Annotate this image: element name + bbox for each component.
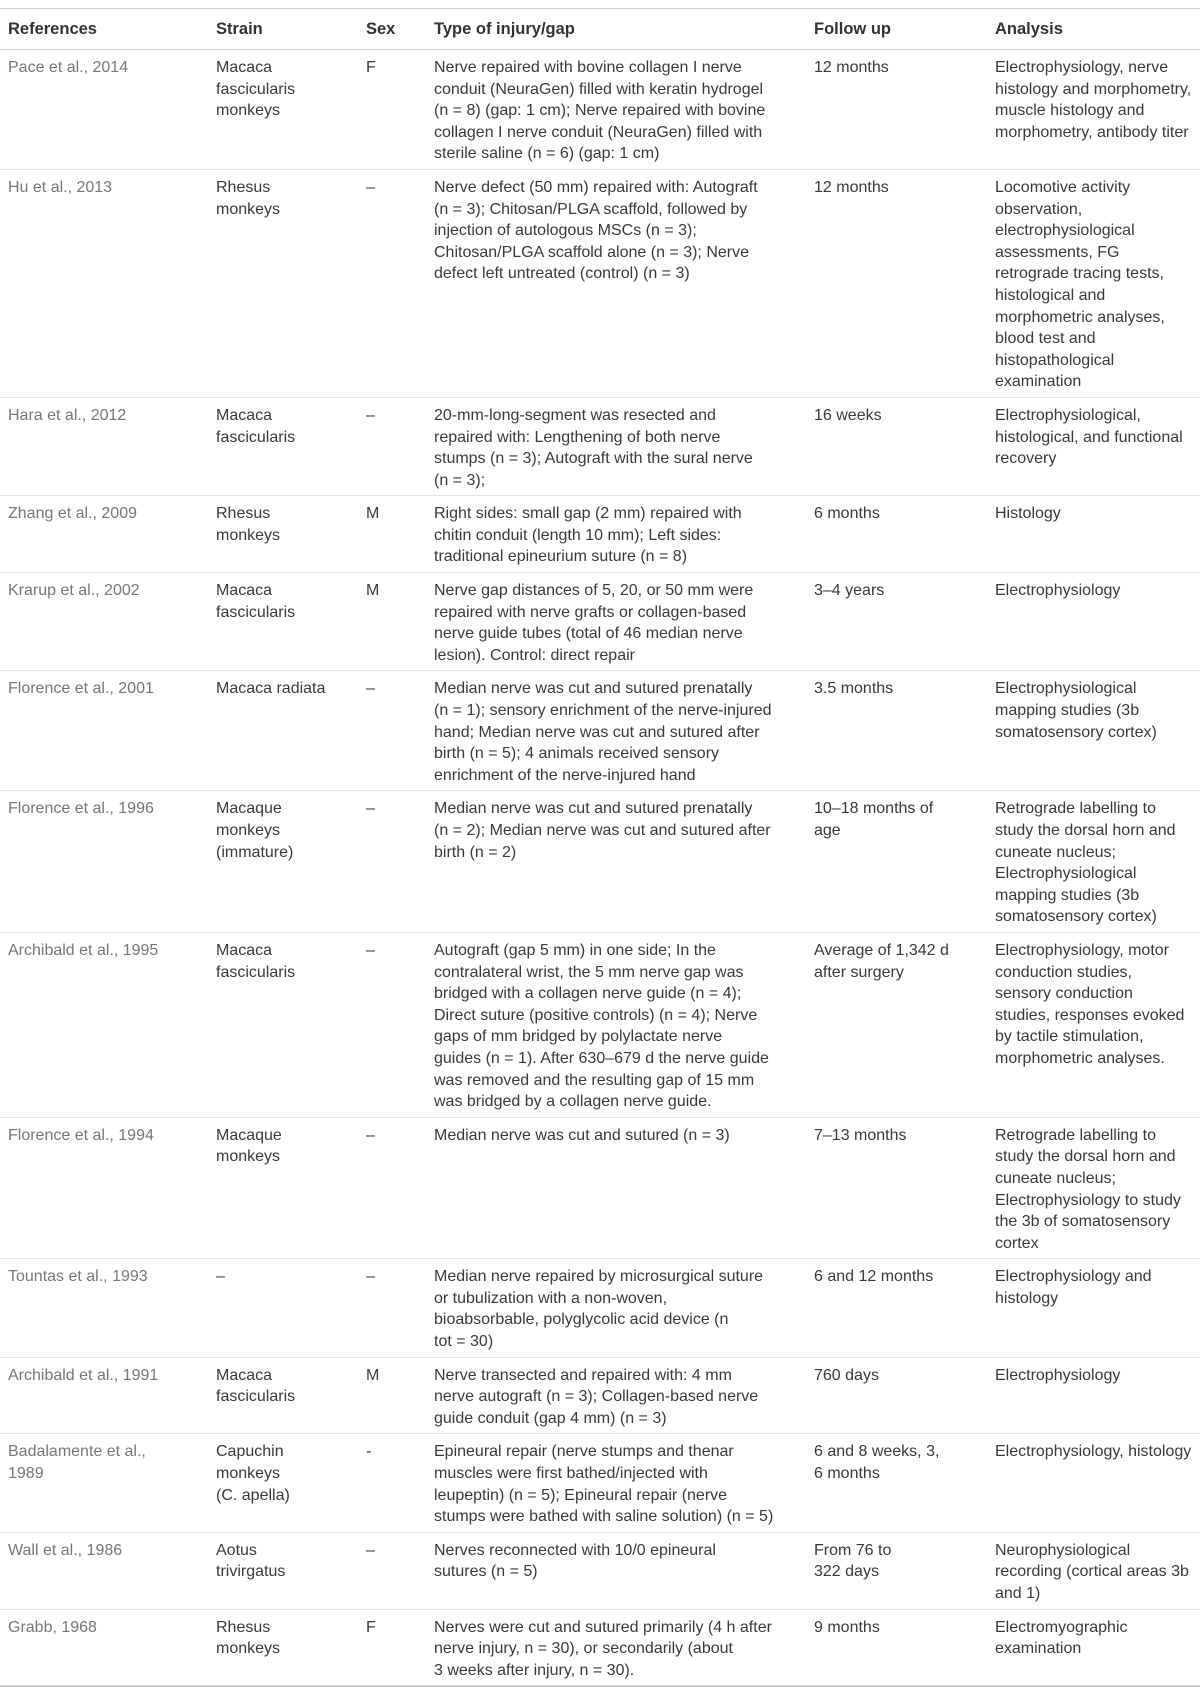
analysis-cell-text: Electrophysiological, histological, and functional recovery [995,406,1183,468]
table-row [0,791,1200,933]
reference-cell-text: Archibald et al., 1991 [8,1366,159,1384]
follow-up-cell-text: 10–18 months of age [814,800,934,839]
analysis-cell [987,791,1200,933]
analysis-cell-text: Neurophysiological recording (cortical areas 3b and 1) [995,1541,1189,1602]
follow-up-cell [806,169,987,397]
injury-type-cell [426,50,806,170]
follow-up-cell-text: 6 and 12 months [814,1268,934,1286]
table-row [0,1434,1200,1532]
analysis-cell [987,1357,1200,1434]
reference-cell [0,932,208,1117]
sex-cell [358,1532,426,1609]
follow-up-cell [806,1259,987,1357]
table-row [0,397,1200,495]
reference-cell [0,397,208,495]
strain-cell [208,932,358,1117]
injury-type-cell [426,1117,806,1259]
reference-cell [0,1532,208,1609]
reference-cell-text: Badalamente et al., 1989 [8,1443,146,1483]
follow-up-cell [806,1609,987,1686]
reference-cell-text: Florence et al., 2001 [8,680,154,698]
header-analysis: Analysis [987,9,1200,50]
injury-type-cell [426,169,806,397]
sex-cell [358,1259,426,1357]
reference-cell-text: Grabb, 1968 [8,1618,97,1636]
injury-type-cell-text: Nerve gap distances of 5, 20, or 50 mm were repaired with nerve grafts or collagen-based nerve guide tubes (total of 46 median nerve lesion). Control: direct repair [434,582,754,664]
strain-cell [208,1117,358,1259]
strain-cell-text: Aotus trivirgatus [216,1541,286,1581]
reference-cell [0,573,208,671]
follow-up-cell-text: 3–4 years [814,582,885,600]
table-row [0,1117,1200,1259]
follow-up-cell-text: 6 and 8 weeks, 3, 6 months [814,1443,940,1483]
strain-cell-text: Rhesus monkeys [216,1618,281,1658]
injury-type-cell [426,1609,806,1686]
reference-cell-text: Zhang et al., 2009 [8,505,137,523]
follow-up-cell [806,1117,987,1259]
reference-cell-text: Pace et al., 2014 [8,59,129,76]
sex-cell-text: – [366,406,375,424]
reference-cell-text: Wall et al., 1986 [8,1541,123,1559]
sex-cell [358,573,426,671]
sex-cell-text: – [366,800,375,818]
follow-up-cell-text: 760 days [814,1366,879,1384]
injury-type-cell [426,573,806,671]
reference-cell [0,1117,208,1259]
strain-cell [208,1259,358,1357]
sex-cell-text: – [366,680,375,698]
header-row [0,9,1200,50]
reference-cell-text: Florence et al., 1994 [8,1126,154,1144]
header-follow-up: Follow up [806,9,987,50]
reference-cell [0,1259,208,1357]
follow-up-cell-text: 9 months [814,1618,880,1636]
table-row [0,671,1200,791]
analysis-cell-text: Electrophysiology [995,1366,1121,1384]
strain-cell [208,1532,358,1609]
strain-cell-text: Rhesus monkeys [216,178,281,218]
reference-cell-text: Florence et al., 1996 [8,800,154,818]
strain-cell-text: Macaca fascicularis [216,941,296,981]
follow-up-cell-text: 7–13 months [814,1126,907,1144]
table-row [0,1532,1200,1609]
follow-up-cell [806,932,987,1117]
analysis-cell [987,50,1200,170]
reference-cell [0,169,208,397]
reference-cell-text: Archibald et al., 1995 [8,941,159,959]
sex-cell [358,1117,426,1259]
follow-up-cell-text: 16 weeks [814,406,882,424]
follow-up-cell [806,496,987,573]
strain-cell-text: Capuchin monkeys (C. apella) [216,1443,290,1504]
sex-cell [358,1609,426,1686]
injury-type-cell-text: Median nerve was cut and sutured (n = 3) [434,1126,730,1144]
injury-type-cell-text: Median nerve was cut and sutured prenatally (n = 2); Median nerve was cut and sutured after birth (n = 2) [434,800,771,861]
analysis-cell-text: Electrophysiological mapping studies (3b somatosensory cortex) [995,680,1157,741]
analysis-cell-text: Electrophysiology, motor conduction studies, sensory conduction studies, responses evoked by tactile stimulation, morphometric analyses. [995,941,1185,1067]
analysis-cell-text: Electrophysiology [995,582,1121,600]
injury-type-cell-text: Nerves were cut and sutured primarily (4 h after nerve injury, n = 30), or secondarily (about 3 weeks after injury, n = 30). [434,1618,772,1679]
studies-table [0,8,1200,1687]
reference-cell [0,1609,208,1686]
strain-cell-text: Rhesus monkeys [216,505,281,544]
reference-cell [0,1434,208,1532]
injury-type-cell [426,1434,806,1532]
follow-up-cell-text: 12 months [814,178,889,196]
injury-type-cell [426,1357,806,1434]
follow-up-cell [806,397,987,495]
analysis-cell [987,1117,1200,1259]
sex-cell-text: – [366,1126,375,1144]
analysis-cell [987,496,1200,573]
injury-type-cell-text: Median nerve was cut and sutured prenatally (n = 1); sensory enrichment of the nerve-injured hand; Median nerve was cut and sutured after birth (n = 5); 4 animals received sensory enrichment of the nerve-injured hand [434,680,772,784]
analysis-cell-text: Locomotive activity observation, electrophysiological assessments, FG retrograde tracing tests, histological and morphometric analyses, blood test and histopathological examination [995,178,1165,391]
analysis-cell [987,169,1200,397]
reference-cell [0,791,208,933]
header-type-of-injury: Type of injury/gap [426,9,806,50]
injury-type-cell-text: Nerve defect (50 mm) repaired with: Autograft (n = 3); Chitosan/PLGA scaffold, followed by injection of autologous MSCs (n = 3); Chitosan/PLGA scaffold alone (n = 3); Nerve defect left untreated (control) (n = 3) [434,178,758,283]
sex-cell [358,791,426,933]
sex-cell-text: – [366,941,375,959]
injury-type-cell-text: Median nerve repaired by microsurgical suture or tubulization with a non-woven, bioabsorbable, polyglycolic acid device (n tot = 30) [434,1268,764,1351]
reference-cell [0,50,208,170]
table-body [0,50,1200,1687]
injury-type-cell-text: 20-mm-long-segment was resected and repaired with: Lengthening of both nerve stumps (n = 3); Autograft with the sural nerve (n = 3); [434,406,753,489]
strain-cell-text: Macaque monkeys (immature) [216,800,294,861]
injury-type-cell-text: Autograft (gap 5 mm) in one side; In the contralateral wrist, the 5 mm nerve gap was bridged with a collagen nerve guide (n = 4); Direct suture (positive controls) (n = 4); Nerve gaps of mm bridged by polylactate nerve guides (n = 1). After 630–679 d the nerve guide was removed and the resulting gap of 15 mm was bridged by a collagen nerve guide. [434,941,769,1111]
follow-up-cell-text: 6 months [814,505,880,523]
reference-cell [0,1357,208,1434]
analysis-cell [987,1609,1200,1686]
follow-up-cell [806,1357,987,1434]
follow-up-cell-text: Average of 1,342 d after surgery [814,941,949,981]
strain-cell [208,1609,358,1686]
follow-up-cell [806,1434,987,1532]
injury-type-cell [426,1532,806,1609]
sex-cell [358,169,426,397]
analysis-cell [987,573,1200,671]
reference-cell-text: Hara et al., 2012 [8,406,127,424]
analysis-cell-text: Electrophysiology, histology [995,1443,1192,1461]
follow-up-cell [806,573,987,671]
reference-cell [0,496,208,573]
analysis-cell [987,1532,1200,1609]
sex-cell-text: - [366,1443,372,1461]
sex-cell-text: M [366,505,380,523]
sex-cell [358,932,426,1117]
strain-cell [208,791,358,933]
follow-up-cell [806,671,987,791]
follow-up-cell-text: 12 months [814,59,889,76]
injury-type-cell [426,496,806,573]
analysis-cell-text: Electrophysiology and histology [995,1268,1152,1307]
sex-cell-text: F [366,1618,376,1636]
analysis-cell-text: Electromyographic examination [995,1618,1128,1658]
strain-cell [208,1434,358,1532]
header-sex: Sex [358,9,426,50]
analysis-cell [987,397,1200,495]
strain-cell-text: Macaca radiata [216,680,326,698]
sex-cell [358,671,426,791]
follow-up-cell [806,50,987,170]
sex-cell [358,50,426,170]
strain-cell-text: – [216,1268,225,1286]
strain-cell [208,1357,358,1434]
strain-cell-text: Macaca fascicularis [216,1366,296,1406]
strain-cell [208,169,358,397]
sex-cell [358,496,426,573]
analysis-cell-text: Histology [995,505,1061,523]
injury-type-cell-text: Nerve repaired with bovine collagen I nerve conduit (NeuraGen) filled with keratin hydrogel (n = 8) (gap: 1 cm); Nerve repaired with bovine collagen I nerve conduit (NeuraGen) filled with sterile saline (n = 6) (gap: 1 cm) [434,59,766,163]
table-row [0,1609,1200,1686]
strain-cell [208,671,358,791]
injury-type-cell-text: Epineural repair (nerve stumps and thenar muscles were first bathed/injected with leupeptin) (n = 5); Epineural repair (nerve stumps were bathed with saline solution) (n = 5) [434,1443,774,1526]
table-row [0,50,1200,170]
injury-type-cell [426,1259,806,1357]
sex-cell-text: – [366,1268,375,1286]
strain-cell [208,496,358,573]
table-header [0,9,1200,50]
table-row [0,496,1200,573]
table-row [0,1259,1200,1357]
strain-cell [208,50,358,170]
header-references: References [0,9,208,50]
sex-cell-text: F [366,59,376,76]
sex-cell-text: M [366,1366,380,1384]
strain-cell-text: Macaca fascicularis [216,582,296,621]
follow-up-cell-text: 3.5 months [814,680,894,698]
injury-type-cell-text: Nerves reconnected with 10/0 epineural sutures (n = 5) [434,1541,716,1581]
follow-up-cell [806,1532,987,1609]
analysis-cell-text: Electrophysiology, nerve histology and morphometry, muscle histology and morphometry, antibody titer [995,59,1192,141]
analysis-cell [987,932,1200,1117]
injury-type-cell [426,932,806,1117]
reference-cell-text: Krarup et al., 2002 [8,582,140,600]
sex-cell-text: – [366,178,375,196]
analysis-cell [987,1434,1200,1532]
reference-cell [0,671,208,791]
sex-cell [358,397,426,495]
injury-type-cell [426,671,806,791]
reference-cell-text: Tountas et al., 1993 [8,1268,148,1286]
table-row [0,169,1200,397]
sex-cell [358,1434,426,1532]
table-row [0,932,1200,1117]
header-strain: Strain [208,9,358,50]
table-row [0,573,1200,671]
injury-type-cell-text: Right sides: small gap (2 mm) repaired with chitin conduit (length 10 mm); Left sides: traditional epineurium suture (n = 8) [434,505,742,566]
injury-type-cell-text: Nerve transected and repaired with: 4 mm nerve autograft (n = 3); Collagen-based nerve guide conduit (gap 4 mm) (n = 3) [434,1366,759,1427]
strain-cell [208,397,358,495]
analysis-cell-text: Retrograde labelling to study the dorsal horn and cuneate nucleus; Electrophysiological mapping studies (3b somatosensory cortex) [995,800,1176,926]
reference-cell-text: Hu et al., 2013 [8,178,113,196]
strain-cell-text: Macaque monkeys [216,1126,282,1166]
analysis-cell [987,671,1200,791]
analysis-cell [987,1259,1200,1357]
strain-cell-text: Macaca fascicularis [216,406,296,446]
sex-cell-text: M [366,582,380,600]
strain-cell [208,573,358,671]
sex-cell-text: – [366,1541,375,1559]
injury-type-cell [426,397,806,495]
follow-up-cell [806,791,987,933]
table-row [0,1357,1200,1434]
strain-cell-text: Macaca fascicularis monkeys [216,59,296,120]
injury-type-cell [426,791,806,933]
follow-up-cell-text: From 76 to 322 days [814,1541,892,1581]
sex-cell [358,1357,426,1434]
analysis-cell-text: Retrograde labelling to study the dorsal horn and cuneate nucleus; Electrophysiology to study the 3b of somatosensory cortex [995,1126,1181,1252]
